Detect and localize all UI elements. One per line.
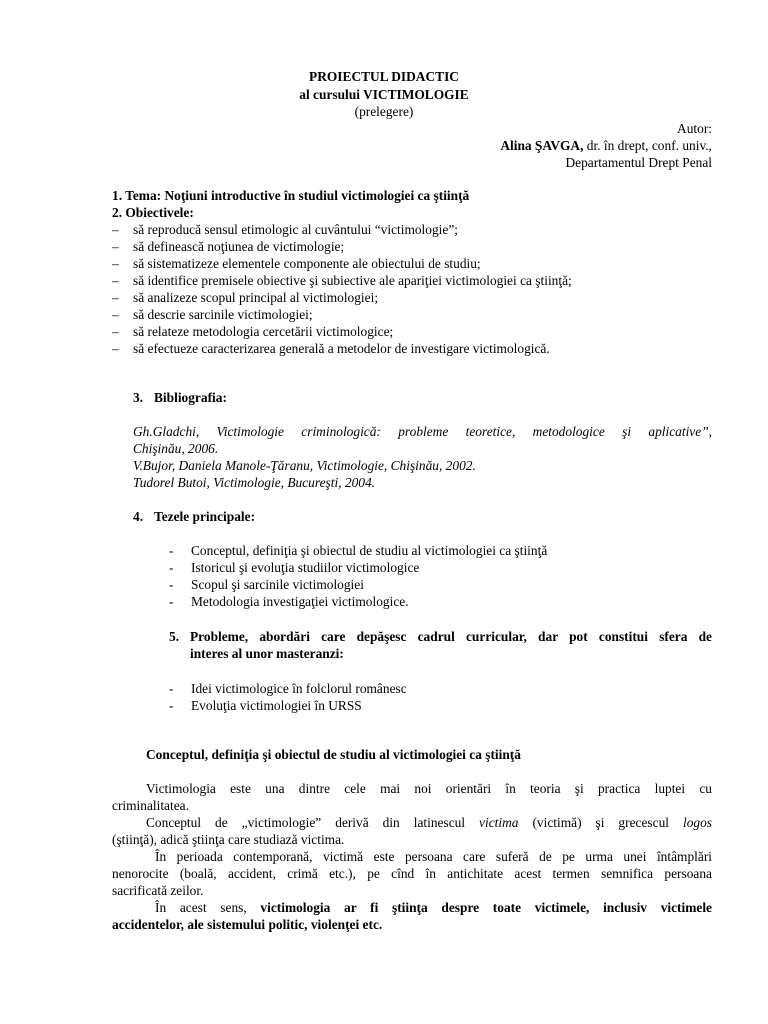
- paragraph-3-line: În perioada contemporană, victimă este persoana care suferă de pe urma unei întâmplări: [155, 849, 712, 864]
- document-title: PROIECTUL DIDACTIC: [309, 69, 459, 84]
- list-item: – să identifice premisele obiective şi subiective ale apariţiei victimologiei ca ştiinţă;: [112, 273, 572, 288]
- author-label: Autor:: [677, 121, 712, 136]
- bibliography-entry: Gh.Gladchi, Victimologie criminologică: probleme teoretice, metodologice şi aplicative”,: [133, 424, 712, 439]
- list-item: - Evoluţia victimologiei în URSS: [169, 698, 362, 713]
- paragraph-1-line: criminalitatea.: [112, 798, 189, 813]
- section-extra-heading: Probleme, abordări care depăşesc cadrul curricular, dar pot constitui sfera de: [190, 629, 712, 644]
- paragraph-4-line: accidentelor, ale sistemului politic, violenţei etc.: [112, 917, 383, 932]
- body-heading: Conceptul, definiţia şi obiectul de studiu al victimologiei ca ştiinţă: [146, 747, 521, 762]
- department: Departamentul Drept Penal: [565, 155, 712, 170]
- section-topic: 1. Tema: Noţiuni introductive în studiul victimologiei ca ştiinţă: [112, 188, 470, 203]
- document-type: (prelegere): [354, 104, 414, 119]
- document-subtitle: al cursului VICTIMOLOGIE: [299, 87, 469, 102]
- list-item: - Istoricul şi evoluţia studiilor victimologice: [169, 560, 420, 575]
- paragraph-2-line: Conceptul de „victimologie” derivă din latinescul victima (victimă) şi grecescul logos: [146, 815, 712, 830]
- paragraph-3-line: sacrificată zeilor.: [112, 883, 204, 898]
- paragraph-4-line: În acest sens, victimologia ar fi ştiinţa despre toate victimele, inclusiv victimele: [155, 900, 712, 915]
- bibliography-entry: V.Bujor, Daniela Manole-Ţăranu, Victimologie, Chişinău, 2002.: [133, 458, 476, 473]
- list-item: – să reproducă sensul etimologic al cuvântului “victimologie”;: [112, 222, 458, 237]
- list-item: - Metodologia investigaţiei victimologice.: [169, 594, 409, 609]
- list-item: - Idei victimologice în folclorul românesc: [169, 681, 407, 696]
- list-item: – să descrie sarcinile victimologiei;: [112, 307, 313, 322]
- bibliography-entry: Chişinău, 2006.: [133, 441, 219, 456]
- paragraph-3-line: nenorocite (boală, accident, crimă etc.), pe cînd în antichitate acest termen semnifica persoana: [112, 866, 712, 881]
- section-objectives-heading: 2. Obiectivele:: [112, 205, 194, 220]
- list-item: – să definească noţiunea de victimologie;: [112, 239, 345, 254]
- author-line: Alina ŞAVGA, dr. în drept, conf. univ.,: [500, 138, 712, 153]
- section-extra-num: 5.: [169, 629, 180, 644]
- section-theses-heading: 4. Tezele principale:: [133, 509, 256, 524]
- bibliography-entry: Tudorel Butoi, Victimologie, Bucureşti, 2004.: [133, 475, 375, 490]
- section-extra-heading-cont: interes al unor masteranzi:: [190, 646, 344, 661]
- list-item: – să sistematizeze elementele componente ale obiectului de studiu;: [112, 256, 481, 271]
- section-bibliography-heading: 3. Bibliografia:: [133, 390, 227, 405]
- list-item: - Scopul şi sarcinile victimologiei: [169, 577, 364, 592]
- list-item: – să relateze metodologia cercetării victimologice;: [112, 324, 394, 339]
- paragraph-2-line: (ştiinţă), adică ştiinţa care studiază victima.: [112, 832, 345, 847]
- list-item: – să efectueze caracterizarea generală a metodelor de investigare victimologică.: [112, 341, 550, 356]
- paragraph-1-line: Victimologia este una dintre cele mai noi orientări în teoria şi practica luptei cu: [146, 781, 712, 796]
- list-item: – să analizeze scopul principal al victimologiei;: [112, 290, 379, 305]
- list-item: - Conceptul, definiţia şi obiectul de studiu al victimologiei ca ştiinţă: [169, 543, 548, 558]
